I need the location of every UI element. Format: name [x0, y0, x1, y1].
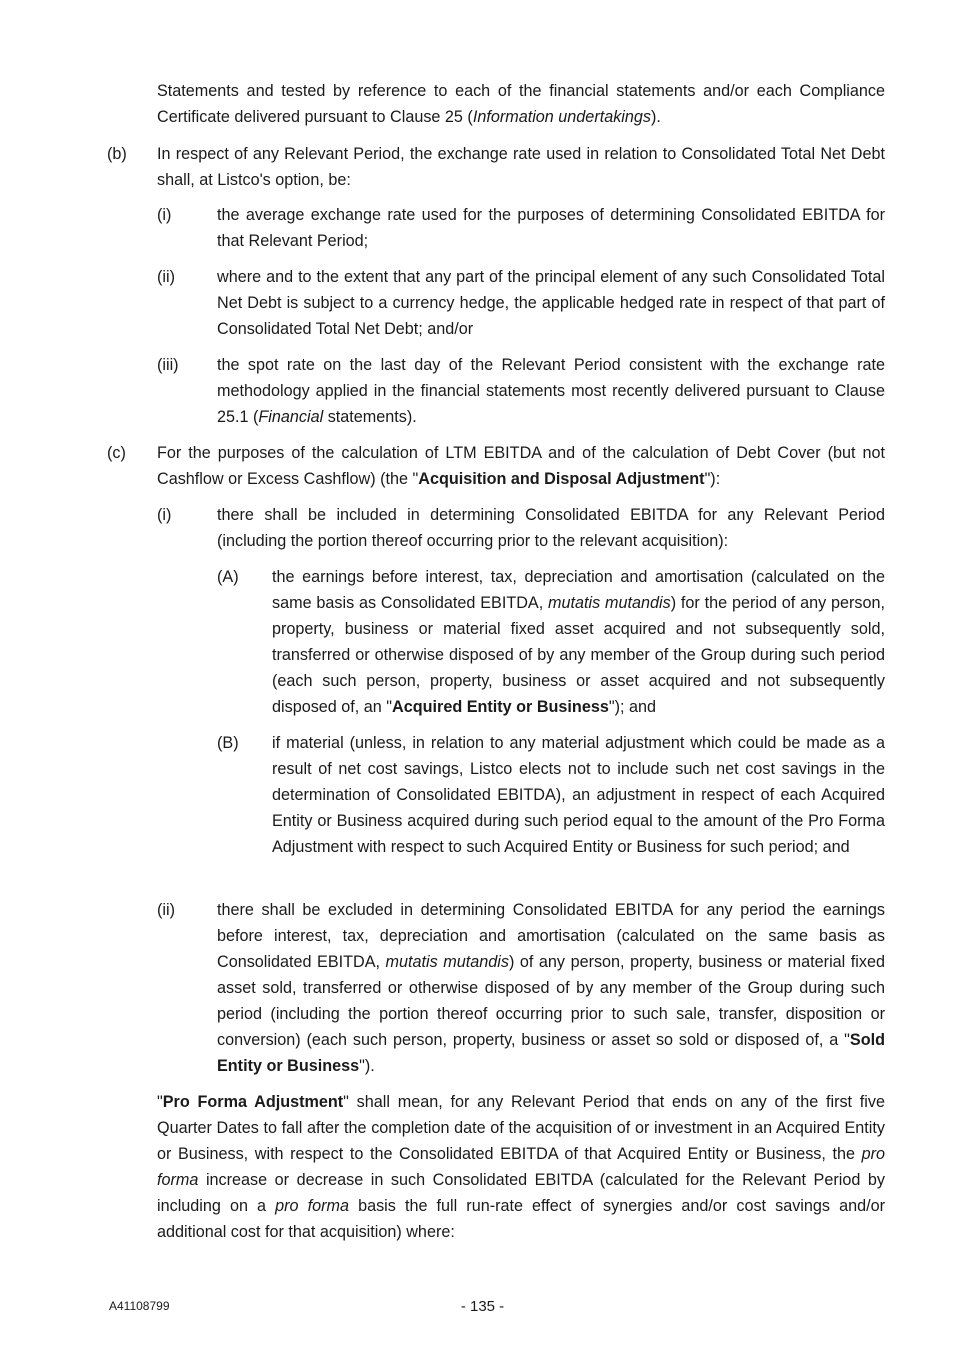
- clause-c-i-text: there shall be included in determining Consolidated EBITDA for any Relevant Period (including the portion thereof occurring prior to the relevant acquisition):: [217, 506, 885, 550]
- clause-c-i-a-label: (A): [217, 568, 239, 586]
- clause-c-ii-label: (ii): [157, 901, 175, 919]
- clause-b-ii-text: where and to the extent that any part of the principal element of any such Consolidated Total Net Debt is subject to a currency hedge, the applicable hedged rate in respect of that part of Consolidated Total Net Debt; and/or: [217, 268, 885, 338]
- intro-paragraph: Statements and tested by reference to each of the financial statements and/or each Compliance Certificate delivered pursuant to Clause 25 (Information undertakings).: [157, 82, 885, 126]
- clause-b-i-label: (i): [157, 206, 172, 224]
- clause-c-text: For the purposes of the calculation of LTM EBITDA and of the calculation of Debt Cover (but not Cashflow or Excess Cashflow) (the "Acquisition and Disposal Adjustment"):: [157, 444, 885, 488]
- clause-b-iii-text: the spot rate on the last day of the Relevant Period consistent with the exchange rate methodology applied in the financial statements most recently delivered pursuant to Clause 25.1 (Financial statements).: [217, 356, 885, 426]
- clause-c-i-a-text: the earnings before interest, tax, depreciation and amortisation (calculated on the same basis as Consolidated EBITDA, mutatis mutandis) for the period of any person, property, business or material fixed asset acquired and not subsequently sold, transferred or otherwise disposed of by any member of the Group during such period (each such person, property, business or asset acquired and not subsequently disposed of, an "Acquired Entity or Business"); and: [272, 568, 886, 716]
- clause-c-i-label: (i): [157, 506, 172, 524]
- document-id: A41108799: [109, 1299, 170, 1313]
- clause-c-ii-text: there shall be excluded in determining Consolidated EBITDA for any period the earnings before interest, tax, depreciation and amortisation (calculated on the same basis as Consolidated EBITDA, mutatis mutandis) of any person, property, business or material fixed asset sold, transferred or otherwise disposed of by any member of the Group during such period (including the portion thereof occurring prior to such sale, transfer, disposition or conversion) (each such person, property, business or asset so sold or disposed of, a "Sold Entity or Business").: [217, 901, 885, 1075]
- clause-c-i-b-text: if material (unless, in relation to any material adjustment which could be made as a result of net cost savings, Listco elects not to include such net cost savings in the determination of Consolidated EBITDA), an adjustment in respect of each Acquired Entity or Business acquired during such period equal to the amount of the Pro Forma Adjustment with respect to such Acquired Entity or Business for such period; and: [272, 734, 885, 856]
- page-number: - 135 -: [460, 1298, 505, 1315]
- clause-b-iii-label: (iii): [157, 356, 179, 374]
- clause-b-i-text: the average exchange rate used for the purposes of determining Consolidated EBITDA for that Relevant Period;: [217, 206, 885, 250]
- clause-b-ii-label: (ii): [157, 268, 175, 286]
- clause-b-text: In respect of any Relevant Period, the exchange rate used in relation to Consolidated Total Net Debt shall, at Listco's option, be:: [157, 145, 885, 189]
- clause-c-label: (c): [107, 444, 126, 462]
- pro-forma-definition: "Pro Forma Adjustment" shall mean, for any Relevant Period that ends on any of the first five Quarter Dates to fall after the completion date of the acquisition of or investment in an Acquired Entity or Business, with respect to the Consolidated EBITDA of that Acquired Entity or Business, the pro forma increase or decrease in such Consolidated EBITDA (calculated for the Relevant Period by including on a pro forma basis the full run-rate effect of synergies and/or cost savings and/or additional cost for that acquisition) where:: [157, 1093, 886, 1241]
- clause-c-i-b-label: (B): [217, 734, 239, 752]
- clause-b-label: (b): [107, 145, 127, 163]
